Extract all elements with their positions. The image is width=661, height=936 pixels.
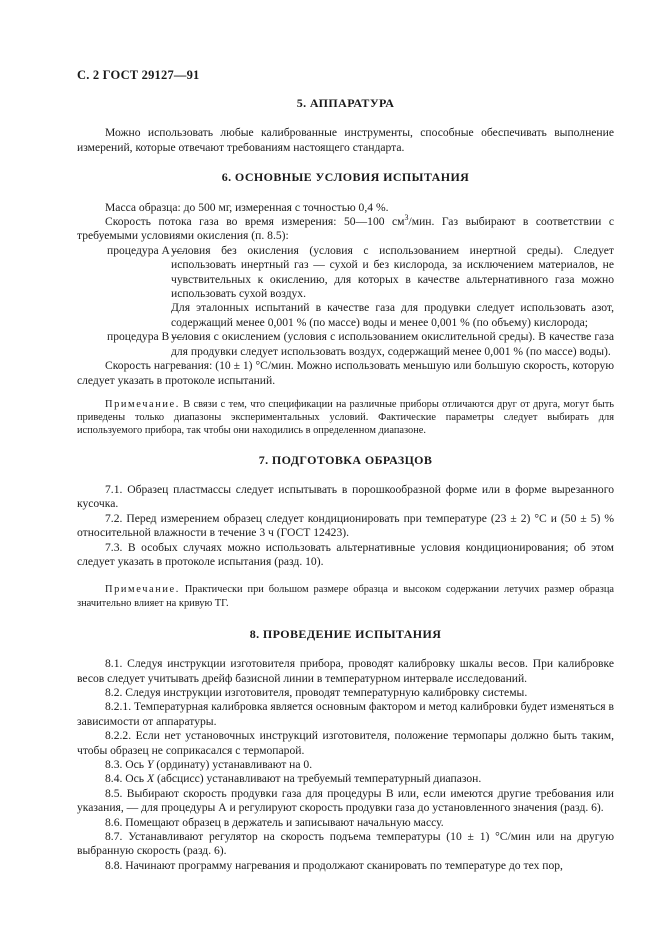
x-axis-symbol: X [147, 772, 155, 786]
clause-7-3: 7.3. В особых случаях можно использовать альтернативные условия кондиционирования; об этом следует указать в протоколе испытания (разд. 10). [77, 540, 614, 568]
gas-flow-paragraph [77, 215, 614, 244]
gas-flow-text-b: /мин. Газ выбирают в соответствии с требуемыми условиями окисления (п. 8.5): [77, 215, 614, 243]
procedure-a-text: условия без окисления (условия с использованием инертной среды). Следует использовать инертный газ — сухой и без кислорода, за исключением материалов, не чувствительных к окислению, для которых в качестве альтернативного газа можно использовать сухой воздух. [171, 243, 614, 301]
clause-8-2-2: 8.2.2. Если нет установочных инструкций изготовителя, положение термопары должно быть таким, чтобы образец не соприкасался с термопарой. [77, 729, 614, 757]
section-6-note [77, 398, 614, 438]
procedure-b-label: процедура В — [107, 330, 184, 344]
clause-8-3-text-b: (ординату) устанавливают на 0. [153, 758, 313, 772]
note-text: Практически при большом размере образца и высоком содержании летучих размер образца значительно влияет на кривую ТГ. [77, 584, 614, 609]
section-5-paragraph: Можно использовать любые калиброванные инструменты, способные обеспечивать выполнение измерений, которые отвечают требованиям настоящего стандарта. [77, 126, 614, 154]
clause-8-4-text-b: (абсцисс) устанавливают на требуемый температурный диапазон. [154, 772, 482, 786]
clause-8-7: 8.7. Устанавливают регулятор на скорость подъема температуры (10 ± 1) °С/мин или на другую выбранную скорость (разд. 6). [77, 830, 614, 858]
sample-mass-paragraph: Масса образца: до 500 мг, измеренная с точностью 0,4 %. [105, 200, 389, 214]
section-8-title: 8. ПРОВЕДЕНИЕ ИСПЫТАНИЯ [249, 626, 442, 641]
clause-8-2-1: 8.2.1. Температурная калибровка является основным фактором и метод калибровки будет изменяться в зависимости от аппаратуры. [77, 700, 614, 728]
clause-7-1: 7.1. Образец пластмассы следует испытывать в порошкообразной форме или в форме вырезанного кусочка. [77, 482, 614, 511]
section-6-title: 6. ОСНОВНЫЕ УСЛОВИЯ ИСПЫТАНИЯ [221, 170, 470, 185]
clause-7-2: 7.2. Перед измерением образец следует кондиционировать при температуре (23 ± 2) °С и (50 ± 5) % относительной влажности в течение 3 ч (ГОСТ 12423). [77, 511, 614, 540]
heating-rate-paragraph: Скорость нагревания: (10 ± 1) °С/мин. Можно использовать меньшую или большую скорость, которую следует указать в протоколе испытаний. [77, 359, 614, 387]
procedure-a-body [171, 244, 614, 330]
document-body [77, 94, 614, 873]
clause-8-4 [77, 772, 614, 786]
clause-8-2: 8.2. Следуя инструкции изготовителя, проводят температурную калибровку системы. [105, 685, 528, 699]
section-5-title: 5. АППАРАТУРА [296, 96, 395, 110]
procedure-b [77, 330, 614, 359]
note-label: Примечание. [105, 584, 180, 596]
clause-8-4-text-a: 8.4. Ось [105, 772, 147, 786]
procedure-a-text-reference: Для эталонных испытаний в качестве газа для продувки следует использовать азот, содержащий менее 0,001 % (по массе) воды и менее 0,001 % (по объему) кислорода; [171, 301, 614, 329]
procedure-b-text: условия с окислением (условия с использованием окислительной среды). В качестве газа для продувки следует использовать воздух, содержащий менее 0,001 % (по массе) воды). [171, 330, 614, 358]
gas-flow-text-a: Скорость потока газа во время измерения: 50—100 см [105, 215, 405, 229]
section-7-title: 7. ПОДГОТОВКА ОБРАЗЦОВ [258, 452, 433, 467]
clause-8-3-text-a: 8.3. Ось [105, 758, 147, 772]
clause-8-6: 8.6. Помещают образец в держатель и записывают начальную массу. [105, 815, 444, 829]
procedure-a-label: процедура А — [107, 243, 185, 257]
page-header: С. 2 ГОСТ 29127—91 [77, 68, 200, 82]
procedure-a [77, 244, 614, 330]
y-axis-symbol: Y [147, 758, 154, 772]
note-text: В связи с тем, что спецификации на различные приборы отличаются друг от друга, могут быть приведены только диапазоны экспериментальных условий. Фактические параметры следует выбирать для используемого прибора, так чтобы они находились в определенном диапазоне. [77, 398, 614, 437]
clause-8-5: 8.5. Выбирают скорость продувки газа для процедуры В или, если имеются другие требования или указания, — для процедуры А и регулируют скорость продувки газа до установленного значения (разд. 6). [77, 786, 614, 815]
section-7-note [77, 583, 614, 609]
clause-8-3 [77, 758, 614, 772]
gas-flow-superscript: 3 [404, 213, 409, 223]
clause-8-8: 8.8. Начинают программу нагревания и продолжают сканировать по температуре до тех пор, [105, 858, 563, 872]
clause-8-1: 8.1. Следуя инструкции изготовителя прибора, проводят калибровку шкалы весов. При калибровке весов следует учитывать дрейф базисной линии в температурном интервале исследований. [77, 657, 614, 685]
note-label: Примечание. [105, 398, 180, 410]
